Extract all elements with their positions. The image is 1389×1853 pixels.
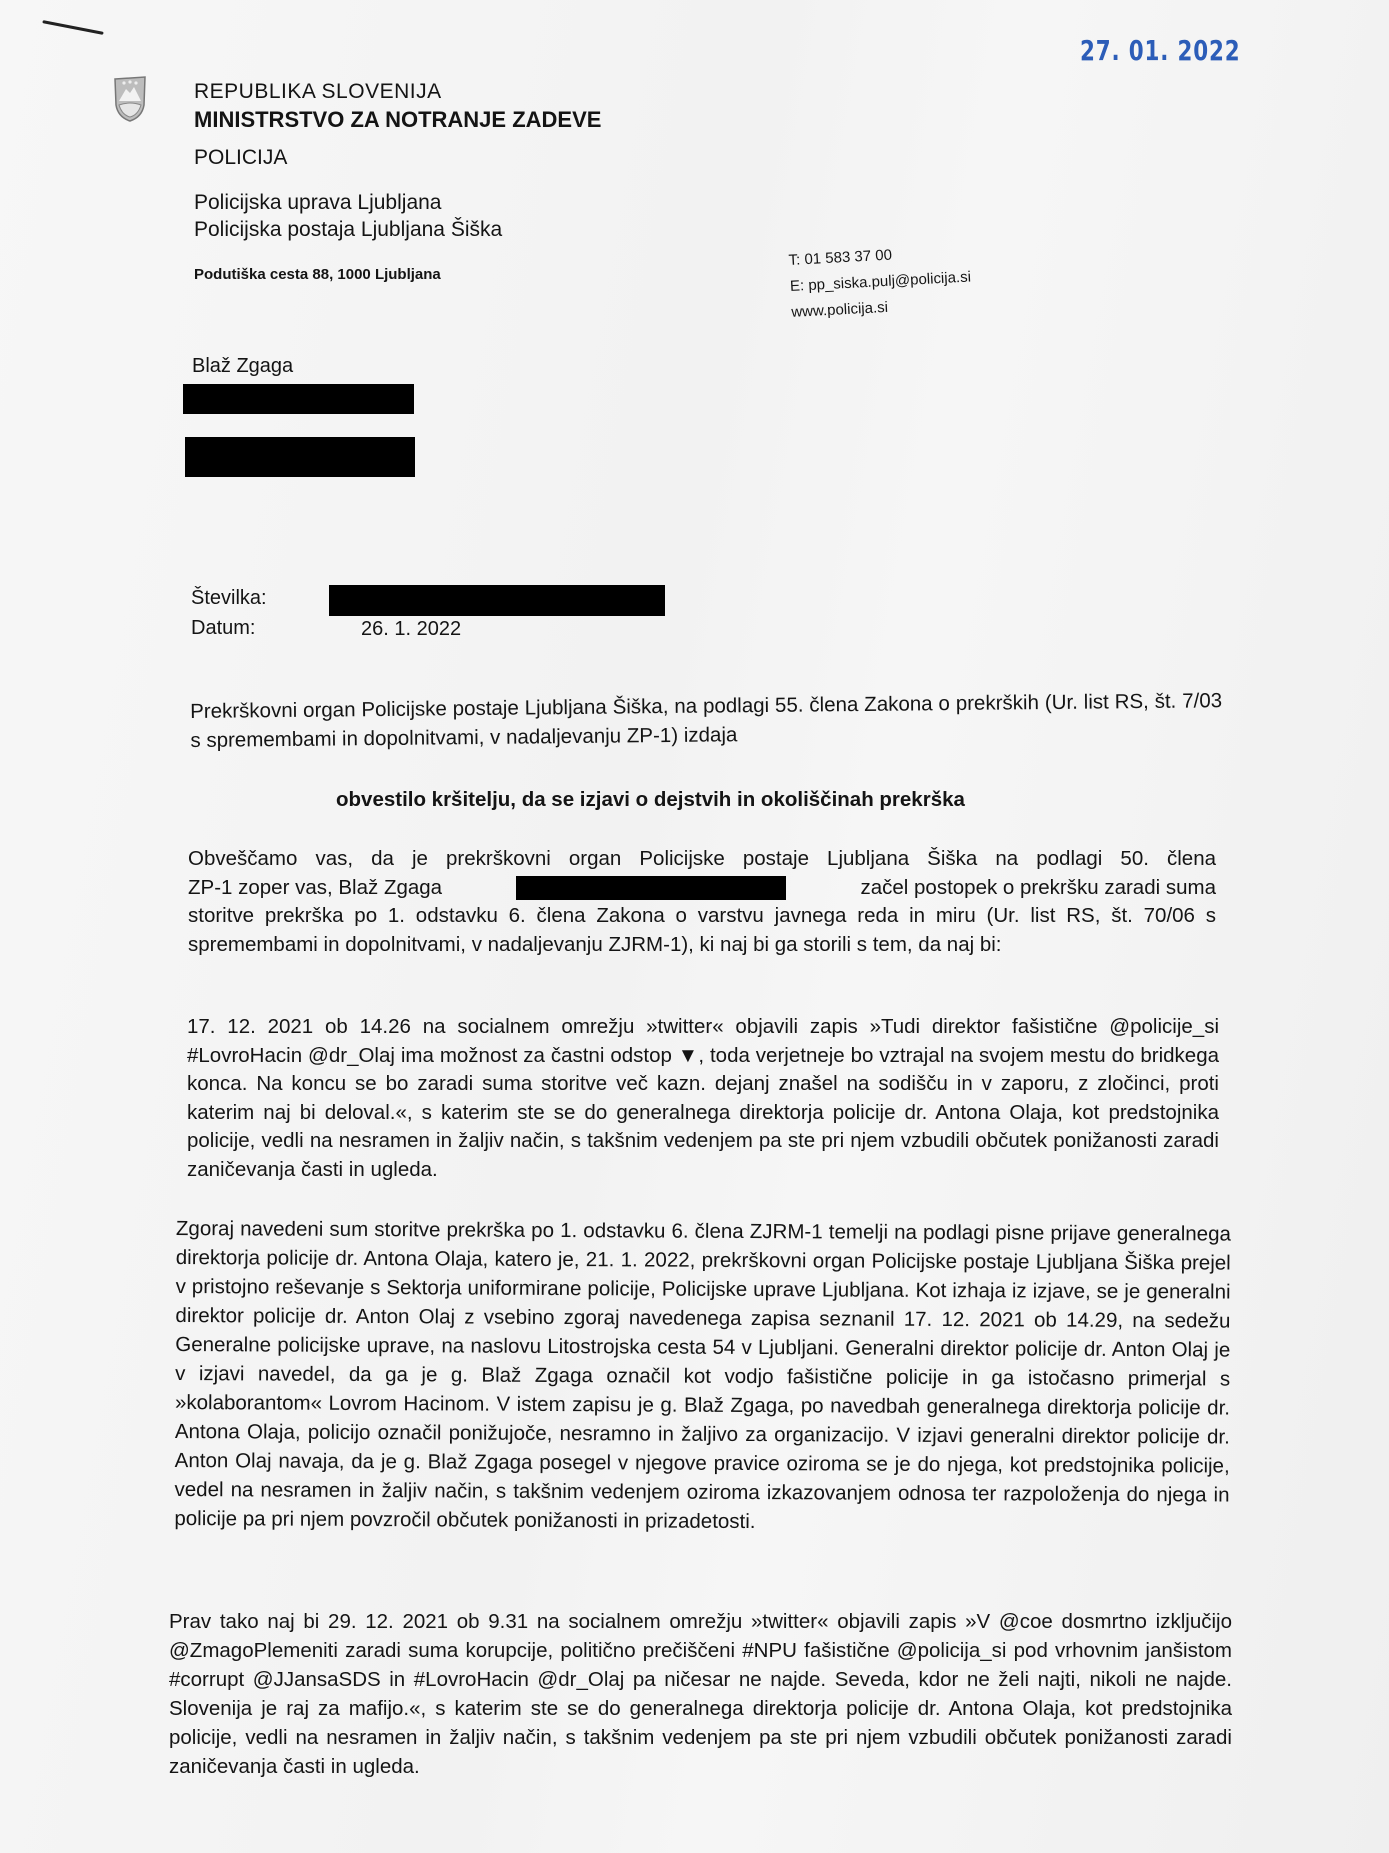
station-address: Podutiška cesta 88, 1000 Ljubljana: [194, 266, 441, 283]
recipient-name: Blaž Zgaga: [192, 355, 294, 377]
received-date-stamp: 27. 01. 2022: [1080, 34, 1241, 67]
accused-name-text: ZP-1 zoper vas, Blaž Zgaga: [188, 875, 443, 899]
paragraph-1: [188, 845, 1216, 959]
paragraph-1-rest: storitve prekrška po 1. odstavku 6. člena Zakona o varstvu javnega reda in miru (Ur. list RS, št. 70/06 s spremembami in dopolnitvami, v nadaljevanju ZJRM-1), ki naj bi ga storili s tem, da naj bi:: [188, 904, 1216, 956]
redacted-personal-data: [516, 876, 786, 900]
slovenia-coat-of-arms-icon: [112, 75, 148, 123]
website: www.policija.si: [790, 298, 889, 321]
paragraph-2-first-tweet: 17. 12. 2021 ob 14.26 na socialnem omrežju »twitter« objavili zapis »Tudi direktor fašistične @policije_si #LovroHacin @dr_Olaj ima možnost za častni odstop ▼, toda verjetneje bo vztrajal na svojem mestu do bridkega konca. Na koncu se bo zaradi suma storitve več kazn. dejanj znašel na sodišču in v zaporu, z zločinci, proti katerim naj bi deloval.«, s katerim ste se do generalnega direktorja policije dr. Antona Olaja, kot predstojnika policije, vedli na nesramen in žaljiv način, s takšnim vedenjem pa ste pri njem vzbudili občutek ponižanosti zaradi zaničevanja časti in ugleda.: [187, 1015, 1219, 1181]
redacted-case-number: [329, 585, 665, 616]
pen-mark: [42, 20, 103, 35]
date-value: 26. 1. 2022: [361, 618, 462, 640]
paragraph-4-second-tweet: Prav tako naj bi 29. 12. 2021 ob 9.31 na socialnem omrežju »twitter« objavili zapis »V @coe dosmrtno izključijo @ZmagoPlemeniti zaradi suma korupcije, politično prečiščeni #NPU fašistične @policija_si pod vrhovnim janšistom #corrupt @JJansaSDS in #LovroHacin @dr_Olaj pa ničesar ne najde. Seveda, kdor ne želi najti, nikoli ne najde. Slovenija je raj za mafijo.«, s katerim ste se do generalnega direktorja policije dr. Antona Olaja, kot predstojnika policije, vedli na nesramen in žaljiv način, s takšnim vedenjem pa ste pri njem vzbudili občutek ponižanosti zaradi zaničevanja časti in ugleda.: [169, 1610, 1232, 1778]
procedure-text: začel postopek o prekršku zaradi suma: [860, 875, 1216, 899]
redacted-address-line-2: [185, 437, 415, 477]
notice-title: obvestilo kršitelju, da se izjavi o dejstvih in okoliščinah prekrška: [336, 788, 965, 811]
date-label: Datum:: [191, 617, 256, 639]
country-name: REPUBLIKA SLOVENIJA: [194, 80, 442, 103]
paragraph-1-line-1: Obveščamo vas, da je prekrškovni organ Policijske postaje Ljubljana Šiška na podlagi 50. člena: [188, 847, 1216, 870]
ministry-name: MINISTRSTVO ZA NOTRANJE ZADEVE: [194, 107, 602, 132]
redacted-address-line-1: [183, 384, 414, 414]
phone-number: T: 01 583 37 00: [788, 246, 893, 269]
police-name: POLICIJA: [194, 146, 288, 169]
police-directorate: Policijska uprava Ljubljana: [194, 191, 442, 214]
email-address: E: pp_siska.pulj@policija.si: [789, 268, 972, 295]
intro-paragraph: Prekrškovni organ Policijske postaje Ljubljana Šiška, na podlagi 55. člena Zakona o prekrških (Ur. list RS, št. 7/03 s spremembami in dopolnitvami, v nadaljevanju ZP-1) izdaja: [190, 689, 1223, 752]
paragraph-3-complaint: Zgoraj navedeni sum storitve prekrška po 1. odstavku 6. člena ZJRM-1 temelji na podlagi pisne prijave generalnega direktorja policije dr. Antona Olaja, katero je, 21. 1. 2022, prekrškovni organ Policijske postaje Ljubljana Šiška prejel v pristojno reševanje s Sektorja uniformirane policije, Policijske uprave Ljubljana. Kot izhaja iz izjave, se je generalni direktor policije dr. Anton Olaj z vsebino zgoraj navedenega zapisa seznanil 17. 12. 2021 ob 14.29, na sedežu Generalne policijske uprave, na naslovu Litostrojska cesta 54 v Ljubljani. Generalni direktor policije dr. Anton Olaj je v izjavi navedel, da ga je g. Blaž Zgaga označil kot vodjo fašistične policije in ga istočasno primerjal s »kolaborantom« Lovrom Hacinom. V istem zapisu je g. Blaž Zgaga, po navedbah generalnega direktorja policije dr. Antona Olaja, policijo označil ponižujoče, nesramno in žaljivo za organizacijo. V izjavi generalni direktor policije dr. Anton Olaj navaja, da je g. Blaž Zgaga posegel v njegove pravice oziroma se je do njega, kot predstojnika policije, vedel na nesramen in žaljiv način, s takšnim vedenjem oziroma izkazovanjem odnosa ter razpoloženja do njega in policije pa pri njem povzročil občutek ponižanosti in prizadetosti.: [174, 1217, 1231, 1534]
paragraph-1-line-2: [188, 874, 1216, 903]
contact-block: [788, 239, 973, 326]
number-label: Številka:: [191, 587, 267, 609]
police-station: Policijska postaja Ljubljana Šiška: [194, 218, 503, 241]
